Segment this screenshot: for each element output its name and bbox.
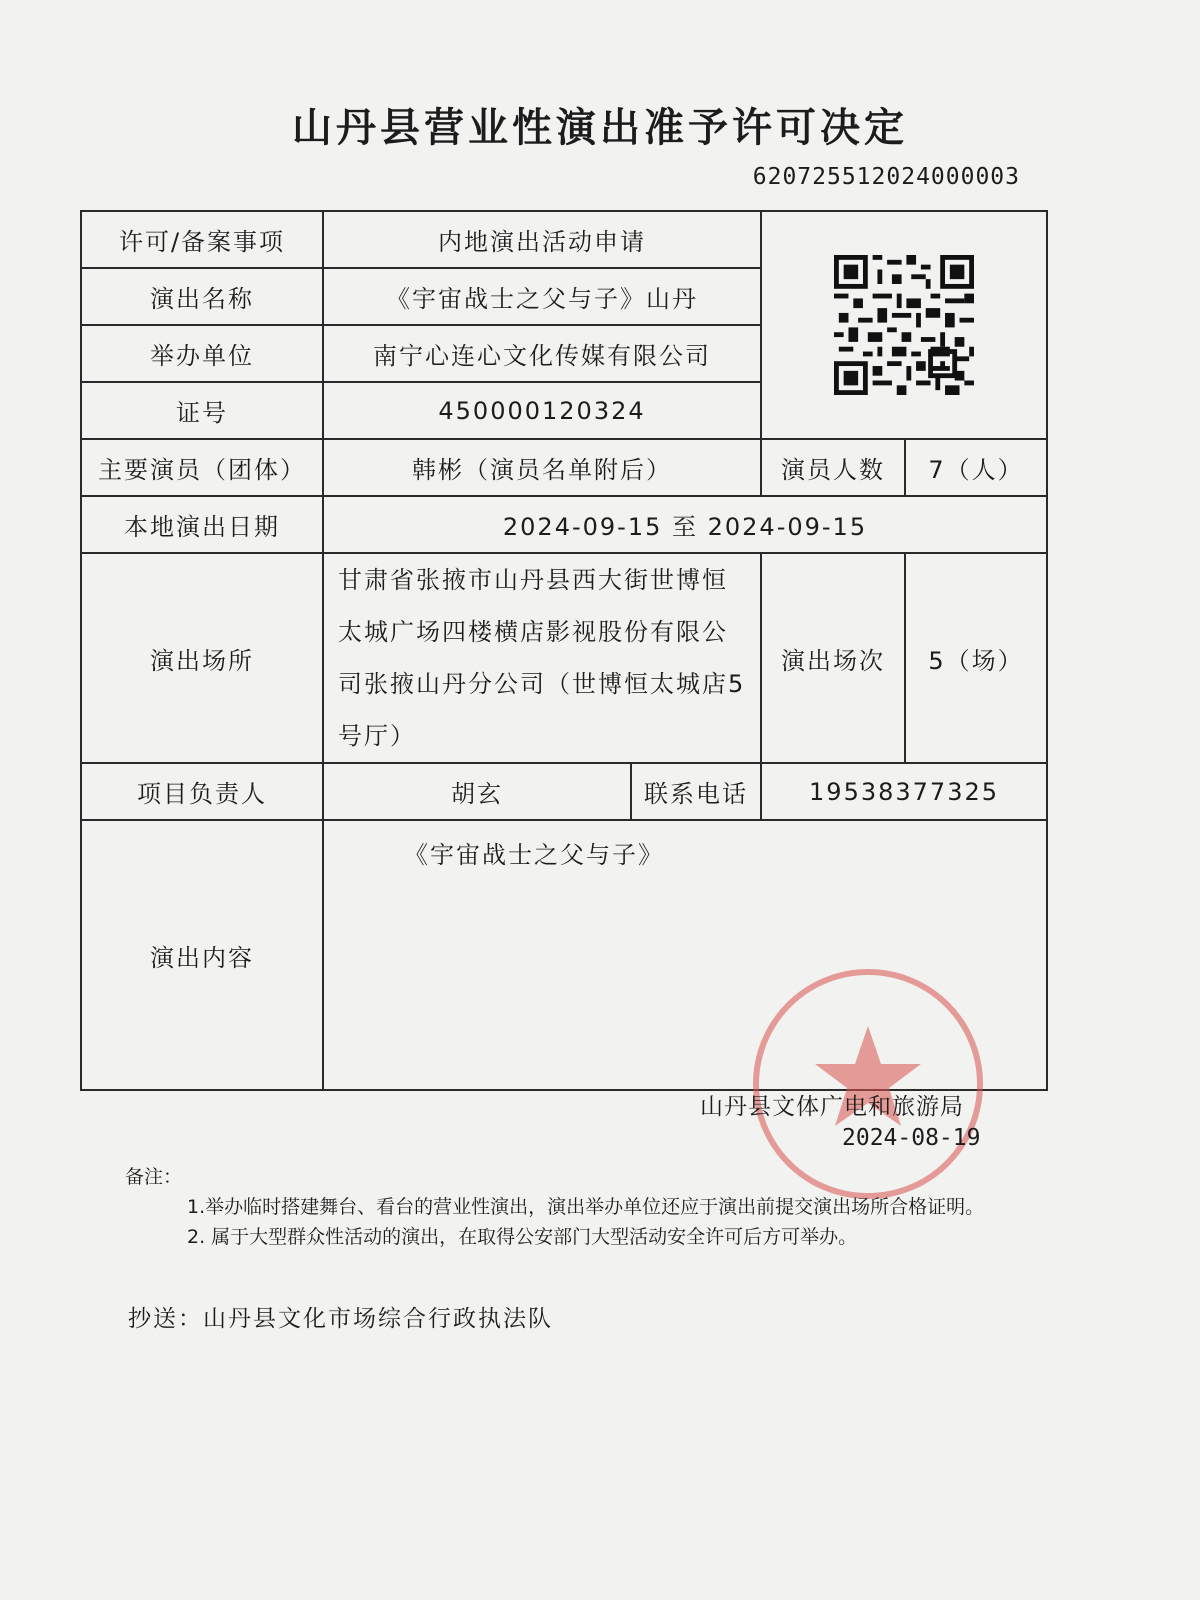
issuer-name: 山丹县文体广电和旅游局: [700, 1094, 964, 1120]
date-value: 2024-09-15 至 2024-09-15: [323, 496, 1047, 553]
note-1: 1.举办临时搭建舞台、看台的营业性演出，演出举办单位还应于演出前提交演出场所合格证明。: [187, 1196, 985, 1218]
carbon-copy: 抄送：山丹县文化市场综合行政执法队: [128, 1306, 553, 1332]
notes-section: [125, 1162, 1025, 1252]
organizer-value: 南宁心连心文化传媒有限公司: [323, 325, 761, 382]
performers-label: 主要演员（团体）: [81, 439, 323, 496]
permit-table: [80, 210, 1048, 1091]
count-value: 7（人）: [905, 439, 1047, 496]
manager-label: 项目负责人: [81, 763, 323, 820]
notes-title: 备注：: [125, 1166, 183, 1188]
note-2: 2. 属于大型群众性活动的演出，在取得公安部门大型活动安全许可后方可举办。: [187, 1226, 858, 1248]
manager-value: 胡玄: [323, 763, 631, 820]
document-title: 山丹县营业性演出准予许可决定: [292, 105, 908, 151]
shows-value: 5（场）: [905, 553, 1047, 763]
venue-label: 演出场所: [81, 553, 323, 763]
content-label: 演出内容: [81, 820, 323, 1090]
name-value: 《宇宙战士之父与子》山丹: [323, 268, 761, 325]
content-value: 《宇宙战士之父与子》: [323, 820, 1047, 1090]
phone-label: 联系电话: [631, 763, 761, 820]
performers-value: 韩彬（演员名单附后）: [323, 439, 761, 496]
cert-value: 450000120324: [323, 382, 761, 439]
venue-value: 甘肃省张掖市山丹县西大街世博恒太城广场四楼横店影视股份有限公司张掖山丹分公司（世博恒太城店5号厅）: [323, 553, 761, 763]
shows-label: 演出场次: [761, 553, 905, 763]
name-label: 演出名称: [81, 268, 323, 325]
count-label: 演员人数: [761, 439, 905, 496]
date-label: 本地演出日期: [81, 496, 323, 553]
organizer-label: 举办单位: [81, 325, 323, 382]
document-number: 620725512024000003: [752, 164, 1020, 190]
qr-code-cell: [761, 211, 1047, 439]
qr-code-icon: [834, 255, 974, 395]
phone-value: 19538377325: [761, 763, 1047, 820]
issue-date: 2024-08-19: [842, 1125, 981, 1151]
item-label: 许可/备案事项: [81, 211, 323, 268]
item-value: 内地演出活动申请: [323, 211, 761, 268]
cert-label: 证号: [81, 382, 323, 439]
